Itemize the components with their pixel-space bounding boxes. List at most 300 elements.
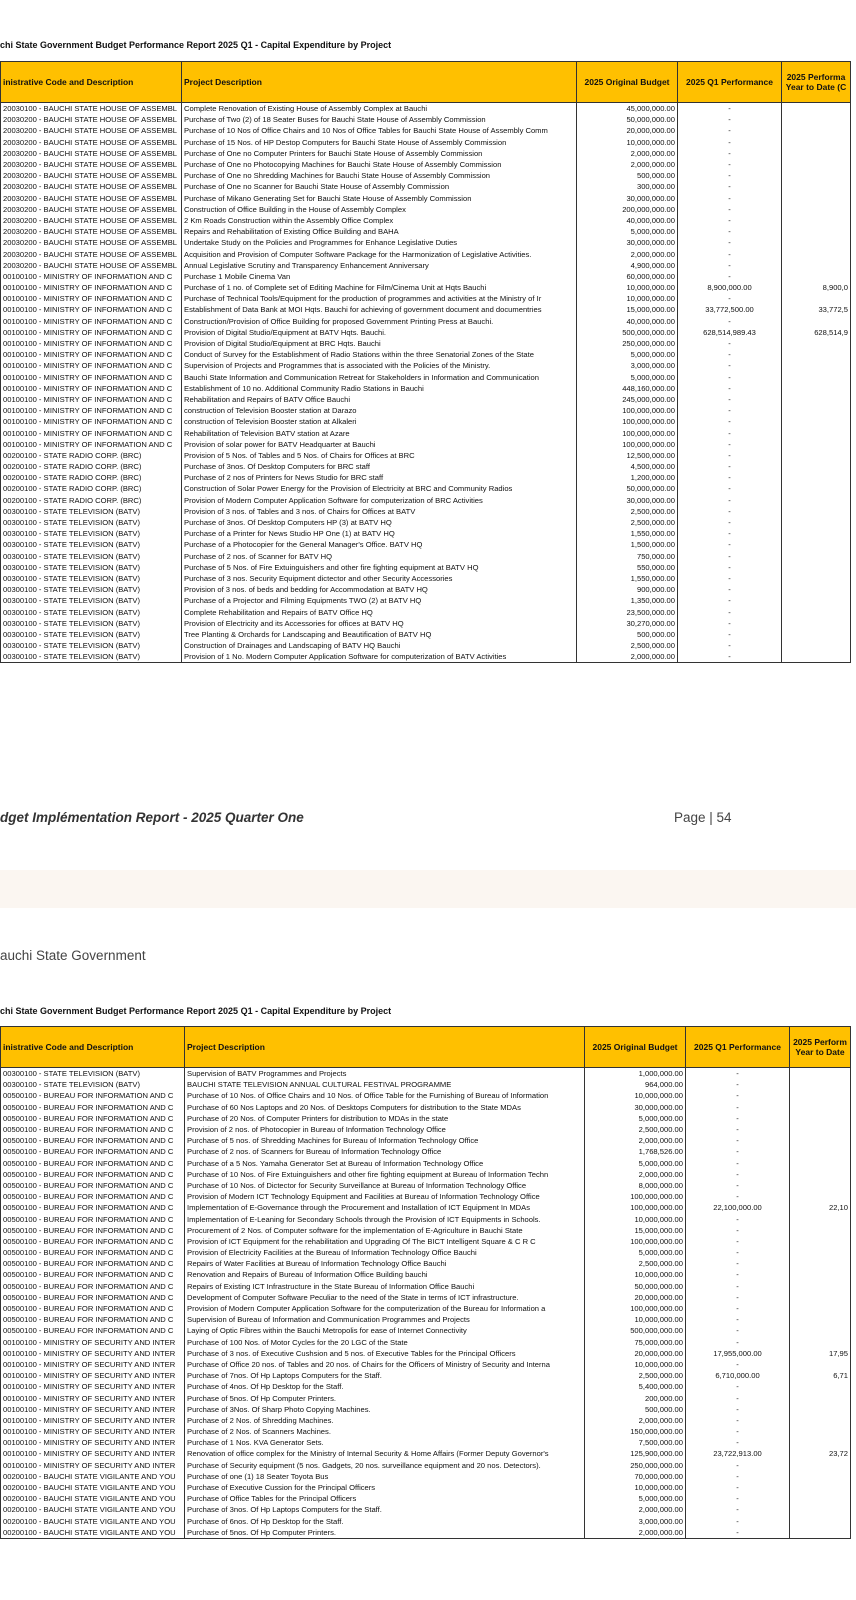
table-row: [1, 137, 851, 148]
q1-performance-cell: -: [686, 1169, 790, 1180]
table-row: [1, 1370, 851, 1381]
table-row: [1, 1146, 851, 1157]
ytd-performance-cell: [782, 349, 851, 360]
project-description-cell: Supervision of BATV Programmes and Projects: [185, 1068, 585, 1080]
ytd-performance-cell: [782, 584, 851, 595]
ytd-performance-cell: [782, 383, 851, 394]
original-budget-cell: 100,000,000.00: [577, 439, 678, 450]
q1-performance-cell: -: [678, 226, 782, 237]
q1-performance-cell: -: [686, 1135, 790, 1146]
admin-code-cell: 00200100 - STATE RADIO CORP. (BRC): [1, 461, 182, 472]
admin-code-cell: 00100100 - MINISTRY OF SECURITY AND INTER: [1, 1381, 185, 1392]
project-description-cell: Provision of ICT Equipment for the rehabilitation and Upgrading Of The BICT Intelligent Square & C R C: [185, 1236, 585, 1247]
q1-performance-cell: -: [686, 1158, 790, 1169]
project-description-cell: Purchase of 20 Nos. of Computer Printers for distribution to MDAs in the state: [185, 1113, 585, 1124]
table-row: [1, 1437, 851, 1448]
project-description-cell: Renovation and Repairs of Bureau of Information Office Building bauchi: [185, 1269, 585, 1280]
q1-performance-cell: -: [686, 1392, 790, 1403]
ytd-performance-cell: [790, 1124, 851, 1135]
project-description-cell: Repairs of Water Facilities at Bureau of Information Technology Office Bauchi: [185, 1258, 585, 1269]
original-budget-cell: 150,000,000.00: [585, 1426, 686, 1437]
table-row: [1, 1314, 851, 1325]
q1-performance-cell: -: [686, 1325, 790, 1336]
ytd-performance-cell: [790, 1493, 851, 1504]
q1-performance-cell: -: [678, 159, 782, 170]
ytd-performance-cell: [782, 193, 851, 204]
q1-performance-cell: -: [678, 114, 782, 125]
table-row: [1, 427, 851, 438]
original-budget-cell: 100,000,000.00: [585, 1303, 686, 1314]
admin-code-cell: 00100100 - MINISTRY OF INFORMATION AND C: [1, 293, 182, 304]
ytd-performance-cell: [782, 416, 851, 427]
q1-performance-cell: 8,900,000.00: [678, 282, 782, 293]
admin-code-cell: 20030200 - BAUCHI STATE HOUSE OF ASSEMBL: [1, 159, 182, 170]
project-description-cell: Purchase of a Printer for News Studio HP One (1) at BATV HQ: [182, 528, 577, 539]
original-budget-cell: 8,000,000.00: [585, 1180, 686, 1191]
table-row: [1, 327, 851, 338]
table-row: [1, 282, 851, 293]
ytd-performance-cell: [790, 1426, 851, 1437]
table-row: [1, 1090, 851, 1101]
original-budget-cell: 60,000,000.00: [577, 271, 678, 282]
original-budget-cell: 2,000,000.00: [585, 1504, 686, 1515]
q1-performance-cell: -: [678, 338, 782, 349]
q1-performance-cell: -: [678, 416, 782, 427]
table-row: [1, 148, 851, 159]
original-budget-cell: 30,000,000.00: [577, 193, 678, 204]
q1-performance-cell: -: [678, 372, 782, 383]
admin-code-cell: 00100100 - MINISTRY OF SECURITY AND INTER: [1, 1437, 185, 1448]
table-row: [1, 461, 851, 472]
admin-code-cell: 00100100 - MINISTRY OF SECURITY AND INTER: [1, 1448, 185, 1459]
table-row: [1, 1415, 851, 1426]
q1-performance-cell: -: [686, 1415, 790, 1426]
q1-performance-cell: -: [678, 248, 782, 259]
project-description-cell: Provision of Digital Studio/Equipment at BRC Hqts. Bauchi: [182, 338, 577, 349]
q1-performance-cell: -: [678, 651, 782, 663]
table-row: [1, 1281, 851, 1292]
original-budget-cell: 500,000.00: [577, 629, 678, 640]
table-row: [1, 193, 851, 204]
project-description-cell: Provision of Electricity Facilities at the Bureau of Information Technology Office Bauchi: [185, 1247, 585, 1258]
admin-code-cell: 00500100 - BUREAU FOR INFORMATION AND C: [1, 1236, 185, 1247]
q1-performance-cell: -: [678, 461, 782, 472]
table-row: [1, 1225, 851, 1236]
table-row: [1, 1158, 851, 1169]
ytd-performance-cell: [782, 595, 851, 606]
ytd-performance-cell: [790, 1381, 851, 1392]
admin-code-cell: 00200100 - BAUCHI STATE VIGILANTE AND YOU: [1, 1471, 185, 1482]
admin-code-cell: 00100100 - MINISTRY OF INFORMATION AND C: [1, 372, 182, 383]
table-row: [1, 372, 851, 383]
original-budget-cell: 3,000,000.00: [577, 360, 678, 371]
project-description-cell: Purchase of 10 Nos. of Office Chairs and 10 Nos. of Office Table for the Furnishing of Bureau of Information: [185, 1090, 585, 1101]
project-description-cell: Undertake Study on the Policies and Programmes for Enhance Legislative Duties: [182, 237, 577, 248]
q1-performance-cell: -: [686, 1213, 790, 1224]
admin-code-cell: 00200100 - BAUCHI STATE VIGILANTE AND YOU: [1, 1493, 185, 1504]
original-budget-cell: 750,000.00: [577, 551, 678, 562]
ytd-performance-cell: [782, 125, 851, 136]
admin-code-cell: 00100100 - MINISTRY OF INFORMATION AND C: [1, 338, 182, 349]
ytd-performance-cell: [782, 137, 851, 148]
table-row: [1, 1247, 851, 1258]
q1-performance-cell: -: [678, 170, 782, 181]
project-description-cell: Implementation of E-Governance through the Procurement and Installation of ICT Equipment In MDAs: [185, 1202, 585, 1213]
project-description-cell: Purchase of 3nos. Of Desktop Computers for BRC staff: [182, 461, 577, 472]
admin-code-cell: 00300100 - STATE TELEVISION (BATV): [1, 517, 182, 528]
original-budget-cell: 2,500,000.00: [585, 1258, 686, 1269]
q1-performance-cell: -: [686, 1314, 790, 1325]
table-row: [1, 562, 851, 573]
ytd-performance-cell: [790, 1135, 851, 1146]
project-description-cell: Purchase of 15 Nos. of HP Destop Computers for Bauchi State House of Assembly Commission: [182, 137, 577, 148]
table-row: [1, 629, 851, 640]
q1-performance-cell: -: [686, 1516, 790, 1527]
ytd-performance-cell: [790, 1191, 851, 1202]
table-row: [1, 1169, 851, 1180]
table-row: [1, 181, 851, 192]
table-row: [1, 271, 851, 282]
q1-performance-cell: -: [686, 1303, 790, 1314]
q1-performance-cell: -: [678, 551, 782, 562]
project-description-cell: Purchase of Mikano Generating Set for Bauchi State House of Assembly Commission: [182, 193, 577, 204]
admin-code-cell: 20030200 - BAUCHI STATE HOUSE OF ASSEMBL: [1, 137, 182, 148]
project-description-cell: Purchase of Executive Cussion for the Principal Officers: [185, 1482, 585, 1493]
original-budget-cell: 964,000.00: [585, 1079, 686, 1090]
ytd-performance-cell: [790, 1404, 851, 1415]
ytd-performance-cell: [782, 103, 851, 115]
ytd-performance-cell: [782, 271, 851, 282]
table-row: [1, 618, 851, 629]
project-description-cell: Purchase of 60 Nos Laptops and 20 Nos. of Desktops Computers for distribution to the State MDAs: [185, 1102, 585, 1113]
ytd-performance-cell: [790, 1068, 851, 1080]
table-row: [1, 1068, 851, 1080]
original-budget-cell: 5,000,000.00: [577, 226, 678, 237]
ytd-performance-cell: [790, 1180, 851, 1191]
admin-code-cell: 00300100 - STATE TELEVISION (BATV): [1, 651, 182, 663]
admin-code-cell: 20030200 - BAUCHI STATE HOUSE OF ASSEMBL: [1, 193, 182, 204]
admin-code-cell: 00100100 - MINISTRY OF SECURITY AND INTER: [1, 1348, 185, 1359]
table-row: [1, 472, 851, 483]
original-budget-cell: 245,000,000.00: [577, 394, 678, 405]
table-row: [1, 606, 851, 617]
ytd-performance-cell: [790, 1337, 851, 1348]
project-description-cell: Annual Legislative Scrutiny and Transparency Enhancement Anniversary: [182, 260, 577, 271]
original-budget-cell: 2,000,000.00: [577, 651, 678, 663]
q1-performance-cell: -: [678, 103, 782, 115]
original-budget-cell: 5,000,000.00: [577, 349, 678, 360]
q1-performance-cell: -: [678, 204, 782, 215]
admin-code-cell: 00500100 - BUREAU FOR INFORMATION AND C: [1, 1269, 185, 1280]
original-budget-cell: 4,900,000.00: [577, 260, 678, 271]
admin-code-cell: 20030200 - BAUCHI STATE HOUSE OF ASSEMBL: [1, 248, 182, 259]
table-row: [1, 450, 851, 461]
q1-performance-cell: -: [678, 293, 782, 304]
q1-performance-cell: -: [678, 125, 782, 136]
admin-code-cell: 00500100 - BUREAU FOR INFORMATION AND C: [1, 1191, 185, 1202]
original-budget-cell: 75,000,000.00: [585, 1337, 686, 1348]
project-description-cell: Purchase of a Photocopier for the General Manager's Office. BATV HQ: [182, 539, 577, 550]
project-description-cell: Rehabilitation and Repairs of BATV Office Bauchi: [182, 394, 577, 405]
admin-code-cell: 20030200 - BAUCHI STATE HOUSE OF ASSEMBL: [1, 237, 182, 248]
table-row: [1, 204, 851, 215]
admin-code-cell: 00100100 - MINISTRY OF SECURITY AND INTER: [1, 1337, 185, 1348]
q1-performance-cell: 22,100,000.00: [686, 1202, 790, 1213]
admin-code-cell: 00200100 - BAUCHI STATE VIGILANTE AND YOU: [1, 1527, 185, 1539]
ytd-performance-cell: [782, 170, 851, 181]
table-row: [1, 1404, 851, 1415]
project-description-cell: Renovation of office complex for the Ministry of Internal Security & Home Affairs (Former Deputy Governor's: [185, 1448, 585, 1459]
q1-performance-cell: -: [686, 1381, 790, 1392]
q1-performance-cell: -: [686, 1225, 790, 1236]
ytd-performance-cell: [790, 1504, 851, 1515]
admin-code-cell: 00100100 - MINISTRY OF INFORMATION AND C: [1, 394, 182, 405]
admin-code-cell: 00100100 - MINISTRY OF INFORMATION AND C: [1, 304, 182, 315]
ytd-performance-cell: [782, 618, 851, 629]
original-budget-cell: 100,000,000.00: [585, 1202, 686, 1213]
q1-performance-cell: -: [686, 1236, 790, 1247]
table-row: [1, 338, 851, 349]
table-row: [1, 1337, 851, 1348]
project-description-cell: Purchase of a 5 Nos. Yamaha Generator Set at Bureau of Information Technology Office: [185, 1158, 585, 1169]
ytd-performance-cell: [782, 506, 851, 517]
admin-code-cell: 00300100 - STATE TELEVISION (BATV): [1, 562, 182, 573]
original-budget-cell: 100,000,000.00: [577, 427, 678, 438]
project-description-cell: Establishment of 10 no. Additional Community Radio Stations in Bauchi: [182, 383, 577, 394]
project-description-cell: Purchase of 5 Nos. of Fire Extuinguishers and other fire fighting equipment at BATV HQ: [182, 562, 577, 573]
admin-code-cell: 00500100 - BUREAU FOR INFORMATION AND C: [1, 1146, 185, 1157]
q1-performance-cell: -: [678, 629, 782, 640]
q1-performance-cell: -: [686, 1471, 790, 1482]
original-budget-cell: 50,000,000.00: [585, 1281, 686, 1292]
project-description-cell: Provision of 5 Nos. of Tables and 5 Nos. of Chairs for Offices at BRC: [182, 450, 577, 461]
ytd-performance-cell: [790, 1314, 851, 1325]
project-description-cell: Provision of Modern ICT Technology Equipment and Facilities at Bureau of Information Technology Office: [185, 1191, 585, 1202]
ytd-performance-cell: [790, 1225, 851, 1236]
table-row: [1, 103, 851, 115]
original-budget-cell: 10,000,000.00: [585, 1359, 686, 1370]
col-header-original-budget: 2025 Original Budget: [585, 1027, 686, 1068]
table-row: [1, 293, 851, 304]
page-separator: [0, 870, 856, 908]
ytd-performance-cell: [790, 1482, 851, 1493]
admin-code-cell: 00100100 - MINISTRY OF INFORMATION AND C: [1, 327, 182, 338]
original-budget-cell: 70,000,000.00: [585, 1471, 686, 1482]
project-description-cell: Purchase of 2 nos. of Scanner for BATV HQ: [182, 551, 577, 562]
ytd-performance-cell: 17,95: [790, 1348, 851, 1359]
table-row: [1, 394, 851, 405]
ytd-performance-cell: [790, 1079, 851, 1090]
original-budget-cell: 1,200,000.00: [577, 472, 678, 483]
project-description-cell: Laying of Optic Fibres within the Bauchi Metropolis for ease of Internet Connectivity: [185, 1325, 585, 1336]
table-row: [1, 595, 851, 606]
admin-code-cell: 20030200 - BAUCHI STATE HOUSE OF ASSEMBL: [1, 260, 182, 271]
project-description-cell: Purchase of 10 Nos. of Fire Extuinguishers and other fire fighting equipment at Bureau of Information Techn: [185, 1169, 585, 1180]
ytd-performance-cell: [782, 338, 851, 349]
admin-code-cell: 20030200 - BAUCHI STATE HOUSE OF ASSEMBL: [1, 170, 182, 181]
original-budget-cell: 1,550,000.00: [577, 573, 678, 584]
page-header-government: auchi State Government: [0, 948, 146, 963]
table-row: [1, 584, 851, 595]
ytd-performance-cell: [782, 483, 851, 494]
original-budget-cell: 5,000,000.00: [585, 1247, 686, 1258]
project-description-cell: Provision of solar power for BATV Headquarter at Bauchi: [182, 439, 577, 450]
table-row: [1, 439, 851, 450]
project-description-cell: construction of Television Booster station at Alkaleri: [182, 416, 577, 427]
admin-code-cell: 20030200 - BAUCHI STATE HOUSE OF ASSEMBL: [1, 204, 182, 215]
ytd-performance-cell: [782, 316, 851, 327]
admin-code-cell: 00100100 - MINISTRY OF SECURITY AND INTER: [1, 1370, 185, 1381]
table-row: [1, 1303, 851, 1314]
project-description-cell: Purchase of 10 Nos of Office Chairs and 10 Nos of Office Tables for Bauchi State House of Assembly Comm: [182, 125, 577, 136]
admin-code-cell: 00500100 - BUREAU FOR INFORMATION AND C: [1, 1247, 185, 1258]
project-description-cell: Purchase of 3nos. Of Hp Laptops Computers for the Staff.: [185, 1504, 585, 1515]
project-description-cell: Provision of Modern Computer Application Software for computerization of BRC Activities: [182, 495, 577, 506]
ytd-performance-cell: [782, 181, 851, 192]
table-row: [1, 1471, 851, 1482]
table-row: [1, 1448, 851, 1459]
original-budget-cell: 7,500,000.00: [585, 1437, 686, 1448]
original-budget-cell: 300,000.00: [577, 181, 678, 192]
ytd-performance-cell: [790, 1471, 851, 1482]
q1-performance-cell: -: [678, 618, 782, 629]
original-budget-cell: 20,000,000.00: [577, 125, 678, 136]
project-description-cell: Provision of Digital Studio/Equipment at BATV Hqts. Bauchi.: [182, 327, 577, 338]
admin-code-cell: 00300100 - STATE TELEVISION (BATV): [1, 595, 182, 606]
admin-code-cell: 00200100 - BAUCHI STATE VIGILANTE AND YOU: [1, 1516, 185, 1527]
admin-code-cell: 00500100 - BUREAU FOR INFORMATION AND C: [1, 1090, 185, 1101]
ytd-performance-cell: [790, 1527, 851, 1539]
ytd-performance-cell: [790, 1102, 851, 1113]
q1-performance-cell: -: [678, 450, 782, 461]
ytd-performance-cell: [782, 114, 851, 125]
q1-performance-cell: -: [686, 1258, 790, 1269]
ytd-performance-cell: [782, 573, 851, 584]
ytd-performance-cell: [782, 293, 851, 304]
ytd-performance-cell: [782, 606, 851, 617]
original-budget-cell: 3,000,000.00: [585, 1516, 686, 1527]
admin-code-cell: 00500100 - BUREAU FOR INFORMATION AND C: [1, 1180, 185, 1191]
project-description-cell: Construction of Solar Power Energy for the Provision of Electricity at BRC and Community Radios: [182, 483, 577, 494]
original-budget-cell: 100,000,000.00: [585, 1236, 686, 1247]
original-budget-cell: 1,350,000.00: [577, 595, 678, 606]
q1-performance-cell: -: [686, 1068, 790, 1080]
admin-code-cell: 20030200 - BAUCHI STATE HOUSE OF ASSEMBL: [1, 125, 182, 136]
project-description-cell: Purchase of One no Shredding Machines for Bauchi State House of Assembly Commission: [182, 170, 577, 181]
admin-code-cell: 00500100 - BUREAU FOR INFORMATION AND C: [1, 1314, 185, 1325]
ytd-performance-cell: 33,772,5: [782, 304, 851, 315]
admin-code-cell: 00500100 - BUREAU FOR INFORMATION AND C: [1, 1213, 185, 1224]
original-budget-cell: 1,000,000.00: [585, 1068, 686, 1080]
ytd-performance-cell: [790, 1146, 851, 1157]
project-description-cell: Purchase of a Projector and Filming Equipments TWO (2) at BATV HQ: [182, 595, 577, 606]
table-row: [1, 416, 851, 427]
admin-code-cell: 00200100 - BAUCHI STATE VIGILANTE AND YOU: [1, 1504, 185, 1515]
admin-code-cell: 00500100 - BUREAU FOR INFORMATION AND C: [1, 1225, 185, 1236]
q1-performance-cell: -: [678, 562, 782, 573]
project-description-cell: Supervision of Projects and Programmes that is associated with the Policies of the Ministry.: [182, 360, 577, 371]
ytd-performance-cell: [790, 1169, 851, 1180]
admin-code-cell: 00300100 - STATE TELEVISION (BATV): [1, 528, 182, 539]
table-row: [1, 1460, 851, 1471]
project-description-cell: Purchase of one (1) 18 Seater Toyota Bus: [185, 1471, 585, 1482]
admin-code-cell: 20030200 - BAUCHI STATE HOUSE OF ASSEMBL: [1, 181, 182, 192]
ytd-performance-cell: 23,72: [790, 1448, 851, 1459]
ytd-performance-cell: [790, 1269, 851, 1280]
project-description-cell: Bauchi State Information and Communication Retreat for Stakeholders in Information and Communication: [182, 372, 577, 383]
original-budget-cell: 40,000,000.00: [577, 316, 678, 327]
ytd-performance-cell: [790, 1325, 851, 1336]
original-budget-cell: 500,000,000.00: [577, 327, 678, 338]
q1-performance-cell: -: [686, 1102, 790, 1113]
original-budget-cell: 4,500,000.00: [577, 461, 678, 472]
original-budget-cell: 100,000,000.00: [585, 1191, 686, 1202]
project-description-cell: Purchase of Two (2) of 18 Seater Buses for Bauchi State House of Assembly Commission: [182, 114, 577, 125]
q1-performance-cell: -: [686, 1113, 790, 1124]
table-row: [1, 1079, 851, 1090]
q1-performance-cell: -: [678, 394, 782, 405]
table-row: [1, 483, 851, 494]
original-budget-cell: 125,900,000.00: [585, 1448, 686, 1459]
ytd-performance-cell: 6,71: [790, 1370, 851, 1381]
project-description-cell: 2 Km Roads Construction within the Assembly Office Complex: [182, 215, 577, 226]
original-budget-cell: 1,500,000.00: [577, 539, 678, 550]
table-row: [1, 360, 851, 371]
original-budget-cell: 10,000,000.00: [585, 1213, 686, 1224]
q1-performance-cell: -: [678, 215, 782, 226]
admin-code-cell: 00300100 - STATE TELEVISION (BATV): [1, 539, 182, 550]
ytd-performance-cell: [790, 1392, 851, 1403]
ytd-performance-cell: [782, 517, 851, 528]
q1-performance-cell: -: [678, 137, 782, 148]
table-row: [1, 651, 851, 663]
project-description-cell: Purchase of 5 nos. of Shredding Machines for Bureau of Information Technology Office: [185, 1135, 585, 1146]
project-description-cell: Construction of Drainages and Landscaping of BATV HQ Bauchi: [182, 640, 577, 651]
original-budget-cell: 2,500,000.00: [577, 517, 678, 528]
original-budget-cell: 2,000,000.00: [577, 248, 678, 259]
admin-code-cell: 00100100 - MINISTRY OF INFORMATION AND C: [1, 316, 182, 327]
project-description-cell: Purchase of 3nos. Of Desktop Computers HP (3) at BATV HQ: [182, 517, 577, 528]
original-budget-cell: 20,000,000.00: [585, 1292, 686, 1303]
ytd-performance-cell: [790, 1292, 851, 1303]
original-budget-cell: 12,500,000.00: [577, 450, 678, 461]
project-description-cell: Provision of 3 nos. of Tables and 3 nos. of Chairs for Offices at BATV: [182, 506, 577, 517]
project-description-cell: Tree Planting & Orchards for Landscaping and Beautification of BATV HQ: [182, 629, 577, 640]
original-budget-cell: 5,000,000.00: [585, 1493, 686, 1504]
original-budget-cell: 30,000,000.00: [577, 495, 678, 506]
project-description-cell: Purchase of Technical Tools/Equipment for the production of programmes and activities at the Ministry of Ir: [182, 293, 577, 304]
admin-code-cell: 00200100 - STATE RADIO CORP. (BRC): [1, 472, 182, 483]
table-row: [1, 1191, 851, 1202]
admin-code-cell: 00100100 - MINISTRY OF SECURITY AND INTER: [1, 1415, 185, 1426]
admin-code-cell: 00100100 - MINISTRY OF INFORMATION AND C: [1, 360, 182, 371]
q1-performance-cell: -: [678, 193, 782, 204]
q1-performance-cell: -: [686, 1504, 790, 1515]
project-description-cell: Provision of 3 nos. of beds and bedding for Accommodation at BATV HQ: [182, 584, 577, 595]
ytd-performance-cell: 628,514,9: [782, 327, 851, 338]
ytd-performance-cell: [782, 148, 851, 159]
original-budget-cell: 500,000,000.00: [585, 1325, 686, 1336]
project-description-cell: Repairs of Existing ICT Infrastructure in the State Bureau of Information Office Bauchi: [185, 1281, 585, 1292]
original-budget-cell: 2,000,000.00: [577, 148, 678, 159]
ytd-performance-cell: [790, 1158, 851, 1169]
project-description-cell: Purchase of One no Scanner for Bauchi State House of Assembly Commission: [182, 181, 577, 192]
admin-code-cell: 00100100 - MINISTRY OF INFORMATION AND C: [1, 405, 182, 416]
table-row: [1, 1269, 851, 1280]
original-budget-cell: 900,000.00: [577, 584, 678, 595]
q1-performance-cell: -: [678, 316, 782, 327]
q1-performance-cell: -: [678, 237, 782, 248]
